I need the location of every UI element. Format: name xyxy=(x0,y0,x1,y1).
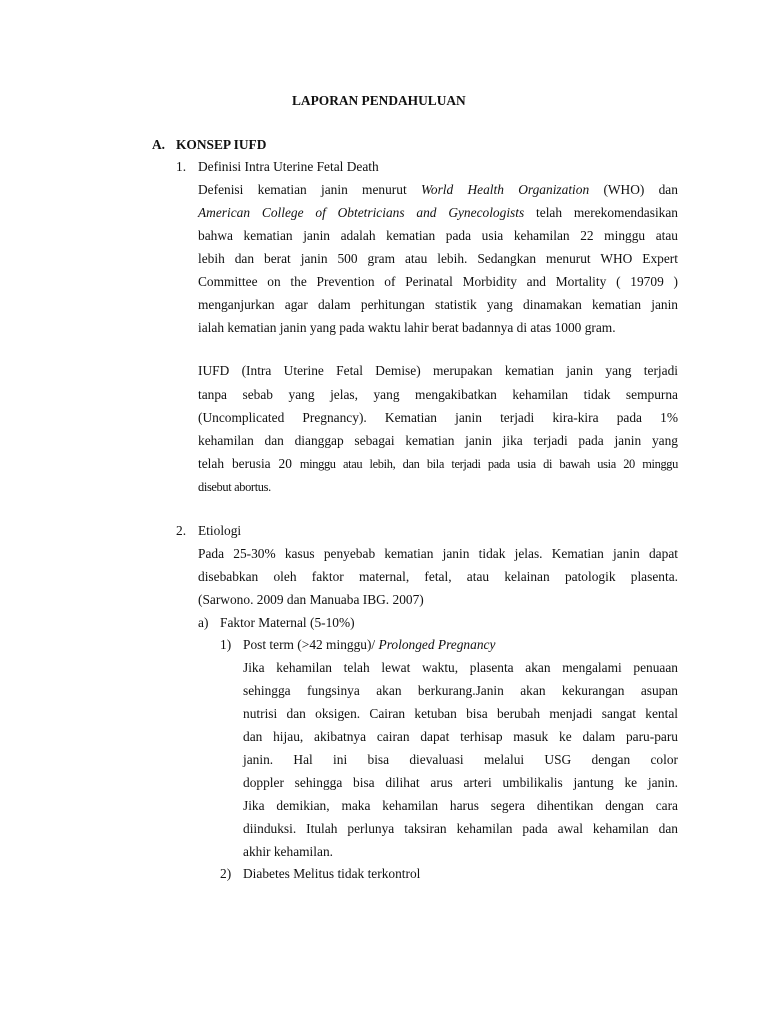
item-2-marker: 2. xyxy=(176,523,187,538)
iufd-paragraph-line: disebut abortus. xyxy=(198,480,271,494)
iufd-paragraph-line: IUFD (Intra Uterine Fetal Demise) merupakan kematian janin yang terjadi xyxy=(198,363,678,378)
iufd-paragraph-line: telah berusia 20 minggu atau lebih, dan bila terjadi pada usia di bawah usia 20 minggu xyxy=(198,456,678,471)
iufd-paragraph-line: tanpa sebab yang jelas, yang mengakibatkan kehamilan tidak sempurna xyxy=(198,387,678,402)
sub-2-marker: 2) xyxy=(220,866,232,881)
page-title: LAPORAN PENDAHULUAN xyxy=(292,93,466,108)
sub-1-heading: Post term (>42 minggu)/ Prolonged Pregnancy xyxy=(243,637,496,652)
definition-paragraph-line: American College of Obtetricians and Gynecologists telah merekomendasikan xyxy=(198,205,678,220)
definition-paragraph-line: Committee on the Prevention of Perinatal Morbidity and Mortality ( 19709 ) xyxy=(198,274,678,289)
section-a-heading: KONSEP IUFD xyxy=(176,137,267,152)
iufd-paragraph-line: kehamilan dan dianggap sebagai kematian janin jika terjadi pada janin yang xyxy=(198,433,678,448)
post-term-paragraph-line: Jika demikian, maka kehamilan harus segera dihentikan dengan cara xyxy=(243,798,678,813)
sub-a-heading: Faktor Maternal (5-10%) xyxy=(220,615,355,630)
item-1-marker: 1. xyxy=(176,159,187,174)
post-term-paragraph-line: akhir kehamilan. xyxy=(243,844,333,859)
sub-a-marker: a) xyxy=(198,615,209,630)
definition-paragraph-line: bahwa kematian janin adalah kematian pada usia kehamilan 22 minggu atau xyxy=(198,228,678,243)
post-term-paragraph-line: janin. Hal ini bisa dievaluasi melalui USG dengan color xyxy=(243,752,678,767)
definition-paragraph-line: Defenisi kematian janin menurut World Health Organization (WHO) dan xyxy=(198,182,678,197)
etiologi-paragraph-line: (Sarwono. 2009 dan Manuaba IBG. 2007) xyxy=(198,592,424,607)
etiologi-paragraph-line: disebabkan oleh faktor maternal, fetal, atau kelainan patologik plasenta. xyxy=(198,569,678,584)
section-a-marker: A. xyxy=(152,137,166,152)
definition-paragraph-line: lebih dan berat janin 500 gram atau lebih. Sedangkan menurut WHO Expert xyxy=(198,251,678,266)
post-term-paragraph-line: sehingga fungsinya akan berkurang.Janin akan kekurangan asupan xyxy=(243,683,678,698)
post-term-paragraph-line: nutrisi dan oksigen. Cairan ketuban bisa berubah menjadi sangat kental xyxy=(243,706,678,721)
post-term-paragraph-line: dan hijau, akibatnya cairan dapat terhisap masuk ke dalam paru-paru xyxy=(243,729,678,744)
etiologi-paragraph-line: Pada 25-30% kasus penyebab kematian janin tidak jelas. Kematian janin dapat xyxy=(198,546,678,561)
iufd-paragraph-line: (Uncomplicated Pregnancy). Kematian janin terjadi kira-kira pada 1% xyxy=(198,410,678,425)
sub-1-marker: 1) xyxy=(220,637,232,652)
post-term-paragraph-line: diinduksi. Itulah perlunya taksiran kehamilan pada awal kehamilan dan xyxy=(243,821,678,836)
post-term-paragraph-line: doppler sehingga bisa dilihat arus arteri umbilikalis jantung ke janin. xyxy=(243,775,678,790)
item-1-heading: Definisi Intra Uterine Fetal Death xyxy=(198,159,379,174)
post-term-paragraph-line: Jika kehamilan telah lewat waktu, plasenta akan mengalami penuaan xyxy=(243,660,678,675)
item-2-heading: Etiologi xyxy=(198,523,242,538)
definition-paragraph-line: ialah kematian janin yang pada waktu lahir berat badannya di atas 1000 gram. xyxy=(198,320,616,335)
definition-paragraph-line: menganjurkan agar dalam perhitungan statistik yang dinamakan kematian janin xyxy=(198,297,678,312)
sub-2-heading: Diabetes Melitus tidak terkontrol xyxy=(243,866,421,881)
